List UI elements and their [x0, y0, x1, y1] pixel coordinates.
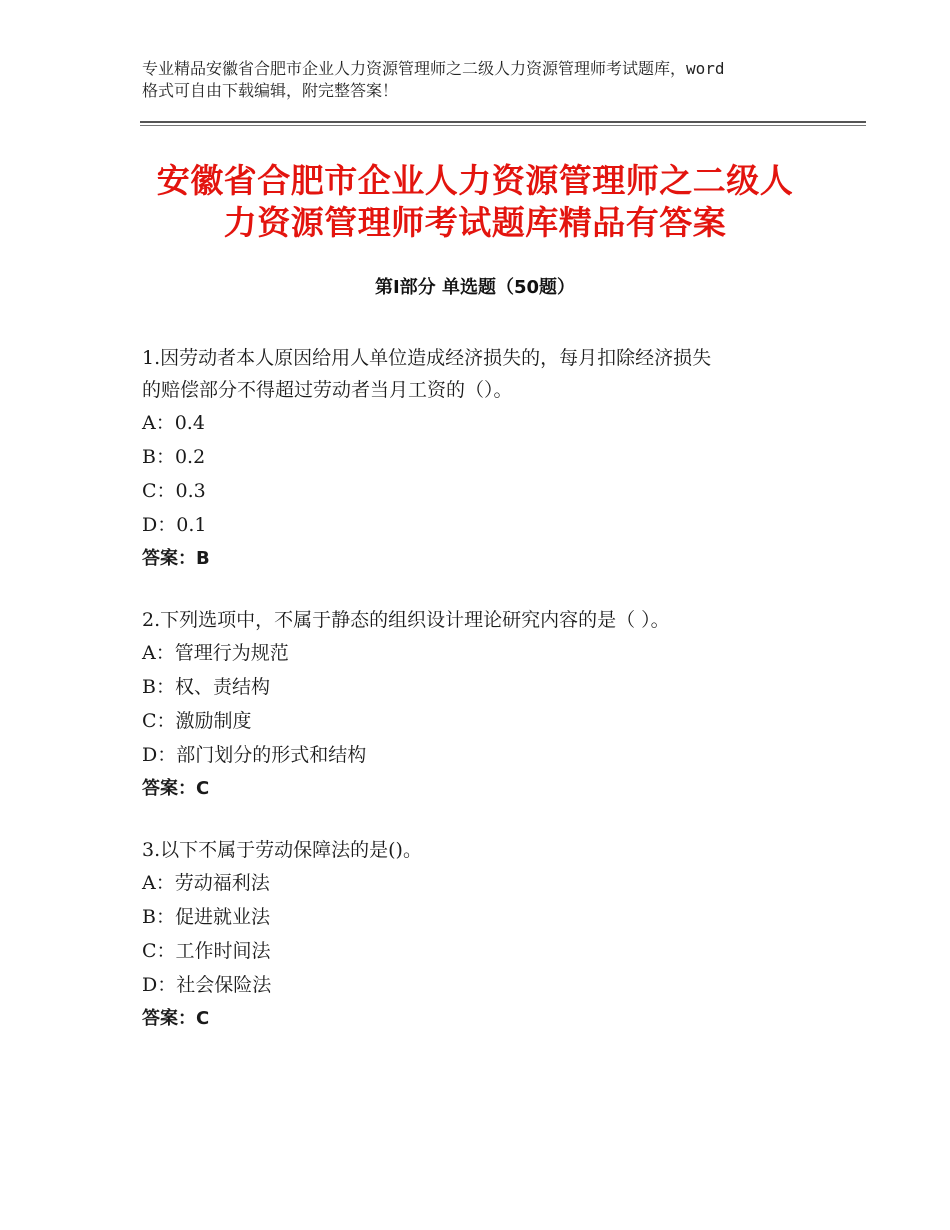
question-stem-continued: 的赔偿部分不得超过劳动者当月工资的（）。 [142, 379, 513, 401]
answer: 答案：C [142, 778, 210, 799]
option-d: D：0.1 [142, 514, 207, 536]
answer: 答案：B [142, 548, 210, 569]
option-b: B：促进就业法 [142, 906, 270, 928]
header-line-2: 格式可自由下载编辑，附完整答案！ [142, 81, 399, 100]
header-line-1: 专业精品安徽省合肥市企业人力资源管理师之二级人力资源管理师考试题库，word [142, 59, 725, 78]
option-b: B：权、责结构 [142, 676, 270, 698]
question-3 [142, 834, 822, 1036]
option-c: C：工作时间法 [142, 940, 271, 962]
question-1 [142, 342, 822, 576]
option-a: A：0.4 [142, 412, 205, 434]
header-rule-thin [140, 125, 866, 126]
document-title [140, 160, 810, 244]
header-rule-thick [140, 121, 866, 123]
option-a: A：管理行为规范 [142, 642, 289, 664]
document-title-line-1: 安徽省合肥市企业人力资源管理师之二级人 [156, 161, 794, 200]
option-d: D：部门划分的形式和结构 [142, 744, 367, 766]
option-c: C：0.3 [142, 480, 206, 502]
option-b: B：0.2 [142, 446, 206, 468]
option-c: C：激励制度 [142, 710, 252, 732]
question-stem: 1.因劳动者本人原因给用人单位造成经济损失的，每月扣除经济损失 [142, 347, 712, 369]
section-heading: 第Ⅰ部分 单选题（50题） [374, 277, 575, 298]
option-d: D：社会保险法 [142, 974, 272, 996]
question-stem: 2.下列选项中，不属于静态的组织设计理论研究内容的是（ ）。 [142, 609, 670, 631]
document-title-line-2: 力资源管理师考试题库精品有答案 [223, 203, 727, 242]
page-header [142, 58, 822, 102]
question-list [142, 342, 822, 1064]
answer: 答案：C [142, 1008, 210, 1029]
question-stem: 3.以下不属于劳动保障法的是()。 [142, 839, 422, 861]
option-a: A：劳动福利法 [142, 872, 270, 894]
question-2 [142, 604, 822, 806]
